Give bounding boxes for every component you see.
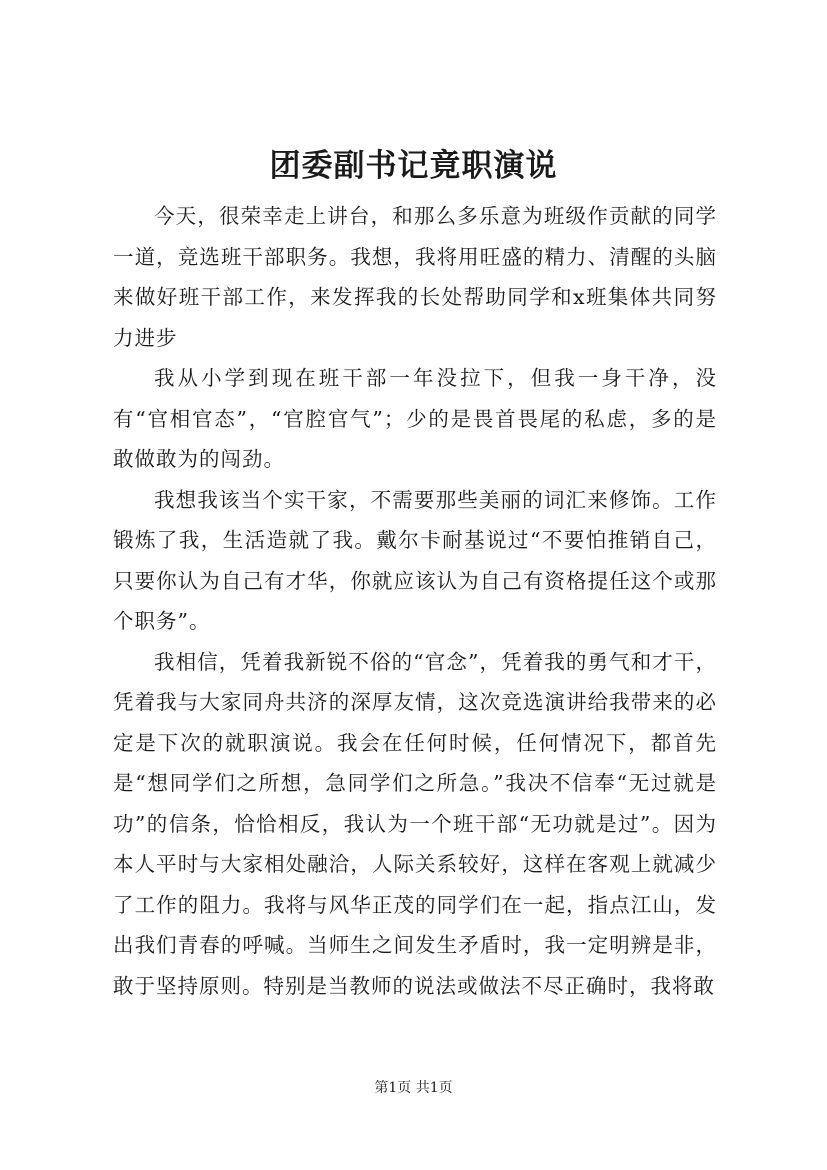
paragraph: 我想我该当个实干家，不需要那些美丽的词汇来修饰。工作锻炼了我，生活造就了我。戴尔卡耐基说过“不要怕推销自己，只要你认为自己有才华，你就应该认为自己有资格提任这个或那个职务”。 [113,487,717,633]
paragraph: 今天，很荣幸走上讲台，和那么多乐意为班级作贡献的同学一道，竞选班干部职务。我想，我将用旺盛的精力、清醒的头脑来做好班干部工作，来发挥我的长处帮助同学和x班集体共同努力进步 [113,204,717,350]
paragraph: 我从小学到现在班干部一年没拉下，但我一身干净，没有“官相官态”，“官腔官气”；少的是畏首畏尾的私虑，多的是敢做敢为的闯劲。 [113,366,717,471]
paragraph: 我相信，凭着我新锐不俗的“官念”，凭着我的勇气和才干，凭着我与大家同舟共济的深厚友情，这次竞选演讲给我带来的必定是下次的就职演说。我会在任何时候，任何情况下，都首先是“想同学们之所想，急同学们之所急。”我决不信奉“无过就是功”的信条，恰恰相反，我认为一个班干部“无功就是过”。因为本人平时与大家相处融洽，人际关系较好，这样在客观上就减少了工作的阻力。我将与风华正茂的同学们在一起，指点江山，发出我们青春的呼喊。当师生之间发生矛盾时，我一定明辨是非，敢于坚持原则。特别是当教师的说法或做法不尽正确时，我将敢 [113,649,717,998]
document-title: 团委副书记竟职演说 [269,148,558,184]
page-number-footer: 第1页 共1页 [374,1080,453,1096]
document-body [113,196,717,1036]
